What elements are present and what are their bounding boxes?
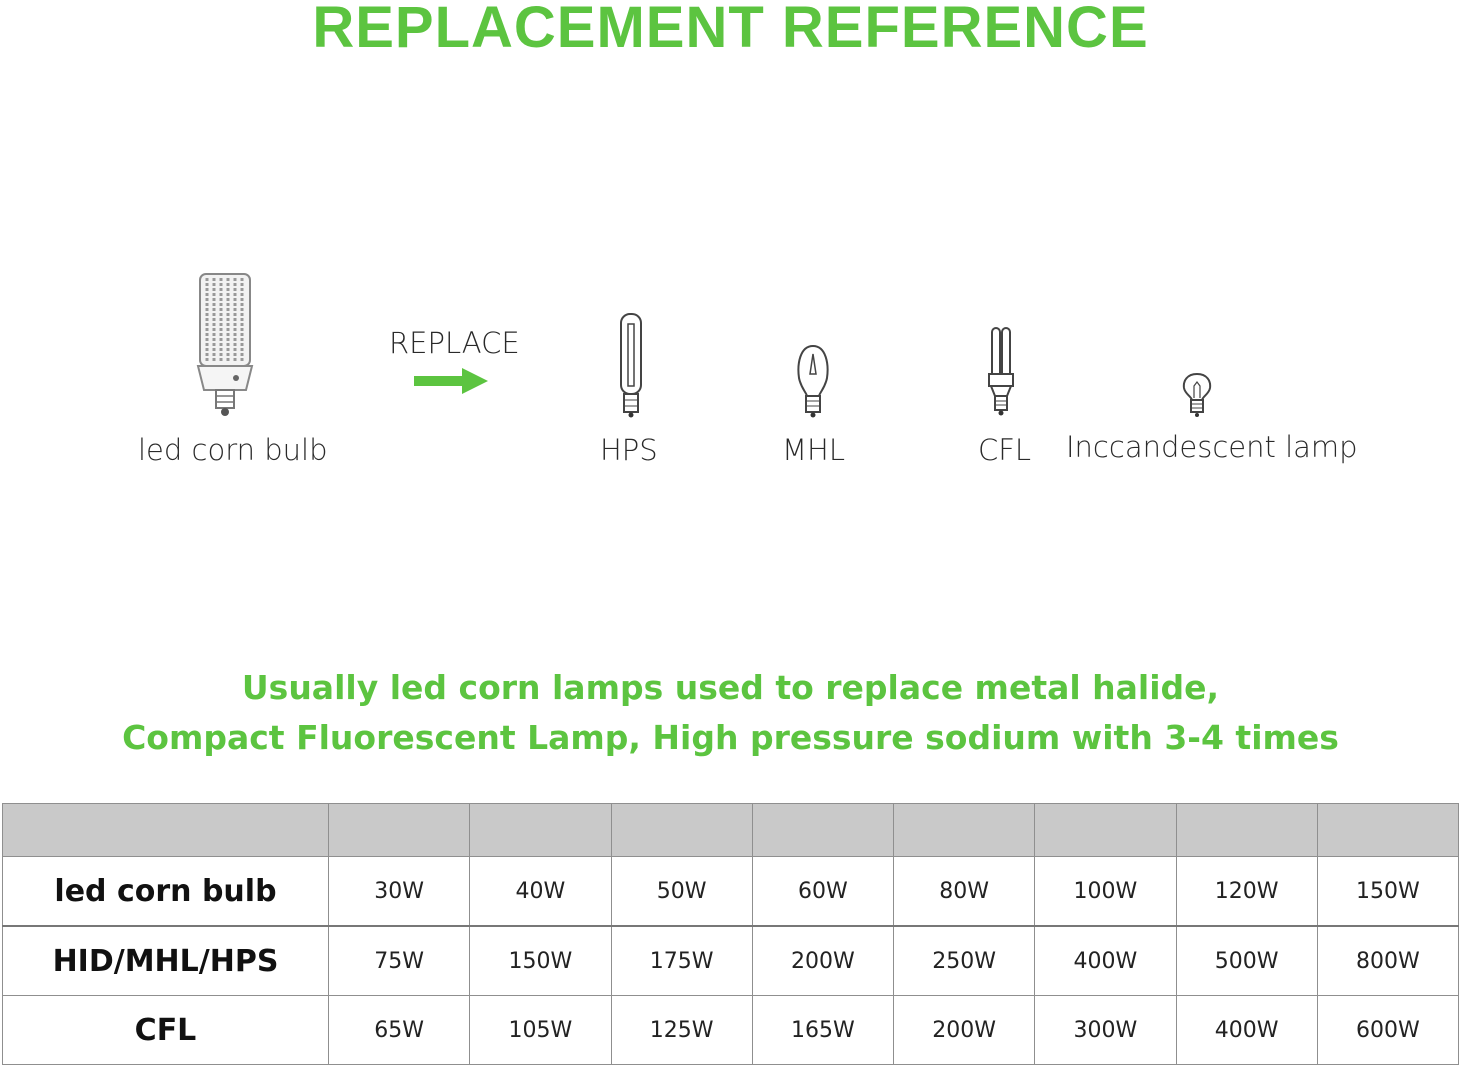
- table-cell: 65W: [329, 996, 470, 1065]
- header-cell: [3, 804, 329, 857]
- table-cell: 30W: [329, 857, 470, 927]
- table-cell: 125W: [611, 996, 752, 1065]
- led-corn-bulb-icon: [192, 270, 258, 418]
- table-cell: 75W: [329, 926, 470, 996]
- table-cell: 400W: [1035, 926, 1176, 996]
- replace-label: REPLACE: [389, 326, 520, 360]
- table-cell: 400W: [1176, 996, 1317, 1065]
- caption-line-1: Usually led corn lamps used to replace metal halide,: [241, 668, 1220, 707]
- header-cell: [1035, 804, 1176, 857]
- table-cell: 80W: [894, 857, 1035, 927]
- header-cell: [1176, 804, 1317, 857]
- table-row: [3, 996, 1459, 1065]
- led-corn-bulb-label: led corn bulb: [138, 433, 328, 467]
- row-label: CFL: [3, 996, 329, 1065]
- table-cell: 150W: [470, 926, 611, 996]
- table-header-row: [3, 804, 1459, 857]
- page-title: REPLACEMENT REFERENCE: [312, 0, 1149, 60]
- table-cell: 200W: [752, 926, 893, 996]
- table-cell: 300W: [1035, 996, 1176, 1065]
- table-cell: 500W: [1176, 926, 1317, 996]
- row-label: HID/MHL/HPS: [3, 926, 329, 996]
- header-cell: [611, 804, 752, 857]
- table-row: [3, 926, 1459, 996]
- hps-lamp-icon: [618, 312, 644, 418]
- cfl-lamp-icon: [986, 324, 1016, 418]
- header-cell: [1317, 804, 1458, 857]
- table-cell: 100W: [1035, 857, 1176, 927]
- table-cell: 40W: [470, 857, 611, 927]
- table-row: [3, 857, 1459, 927]
- table-cell: 105W: [470, 996, 611, 1065]
- table-cell: 250W: [894, 926, 1035, 996]
- header-cell: [329, 804, 470, 857]
- mhl-label: MHL: [782, 433, 845, 467]
- table-cell: 60W: [752, 857, 893, 927]
- incandescent-lamp-icon: [1182, 372, 1212, 418]
- incandescent-label: Inccandescent lamp: [1066, 430, 1358, 464]
- table-cell: 150W: [1317, 857, 1458, 927]
- table-cell: 50W: [611, 857, 752, 927]
- header-cell: [470, 804, 611, 857]
- header-cell: [894, 804, 1035, 857]
- header-cell: [752, 804, 893, 857]
- table-cell: 175W: [611, 926, 752, 996]
- replacement-table: [2, 803, 1459, 1065]
- arrow-right-icon: [414, 368, 488, 394]
- table-cell: 200W: [894, 996, 1035, 1065]
- table-cell: 120W: [1176, 857, 1317, 927]
- row-label: led corn bulb: [3, 857, 329, 927]
- table-cell: 800W: [1317, 926, 1458, 996]
- mhl-lamp-icon: [796, 344, 830, 418]
- table-cell: 600W: [1317, 996, 1458, 1065]
- caption-line-2: Compact Fluorescent Lamp, High pressure sodium with 3-4 times: [122, 718, 1339, 757]
- table-cell: 165W: [752, 996, 893, 1065]
- hps-label: HPS: [600, 433, 658, 467]
- cfl-label: CFL: [978, 433, 1032, 467]
